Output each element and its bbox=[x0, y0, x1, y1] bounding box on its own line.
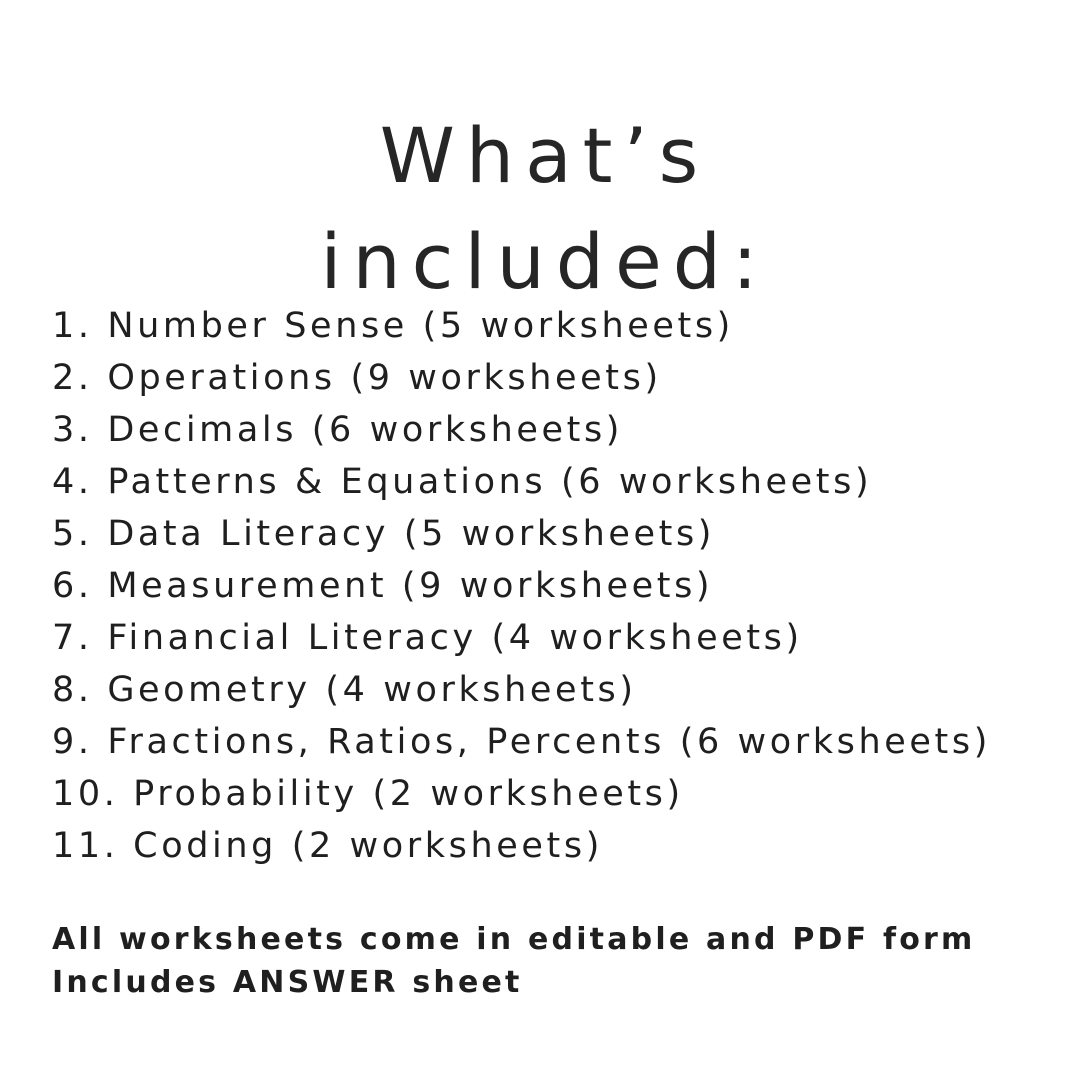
title-line-2: included: bbox=[320, 216, 769, 306]
notes-section bbox=[52, 918, 1082, 1004]
list-item-number-sense: 1. Number Sense (5 worksheets) bbox=[52, 306, 734, 346]
list-item-coding: 11. Coding (2 worksheets) bbox=[52, 826, 603, 866]
format-note: All worksheets come in editable and PDF form bbox=[52, 922, 976, 957]
included-contents-list bbox=[52, 300, 1082, 872]
list-item-decimals: 3. Decimals (6 worksheets) bbox=[52, 410, 624, 450]
list-item-probability: 10. Probability (2 worksheets) bbox=[52, 774, 684, 814]
list-item-operations: 2. Operations (9 worksheets) bbox=[52, 358, 662, 398]
answer-sheet-note: Includes ANSWER sheet bbox=[52, 965, 523, 1000]
list-item-patterns-equations: 4. Patterns & Equations (6 worksheets) bbox=[52, 462, 873, 502]
list-item-geometry: 8. Geometry (4 worksheets) bbox=[52, 670, 637, 710]
title-line-1: What’s bbox=[379, 110, 710, 200]
list-item-financial-literacy: 7. Financial Literacy (4 worksheets) bbox=[52, 618, 803, 658]
list-item-data-literacy: 5. Data Literacy (5 worksheets) bbox=[52, 514, 716, 554]
list-item-fractions-ratios-percents: 9. Fractions, Ratios, Percents (6 worksheets) bbox=[52, 722, 991, 762]
page-title bbox=[0, 103, 1089, 315]
list-item-measurement: 6. Measurement (9 worksheets) bbox=[52, 566, 714, 606]
